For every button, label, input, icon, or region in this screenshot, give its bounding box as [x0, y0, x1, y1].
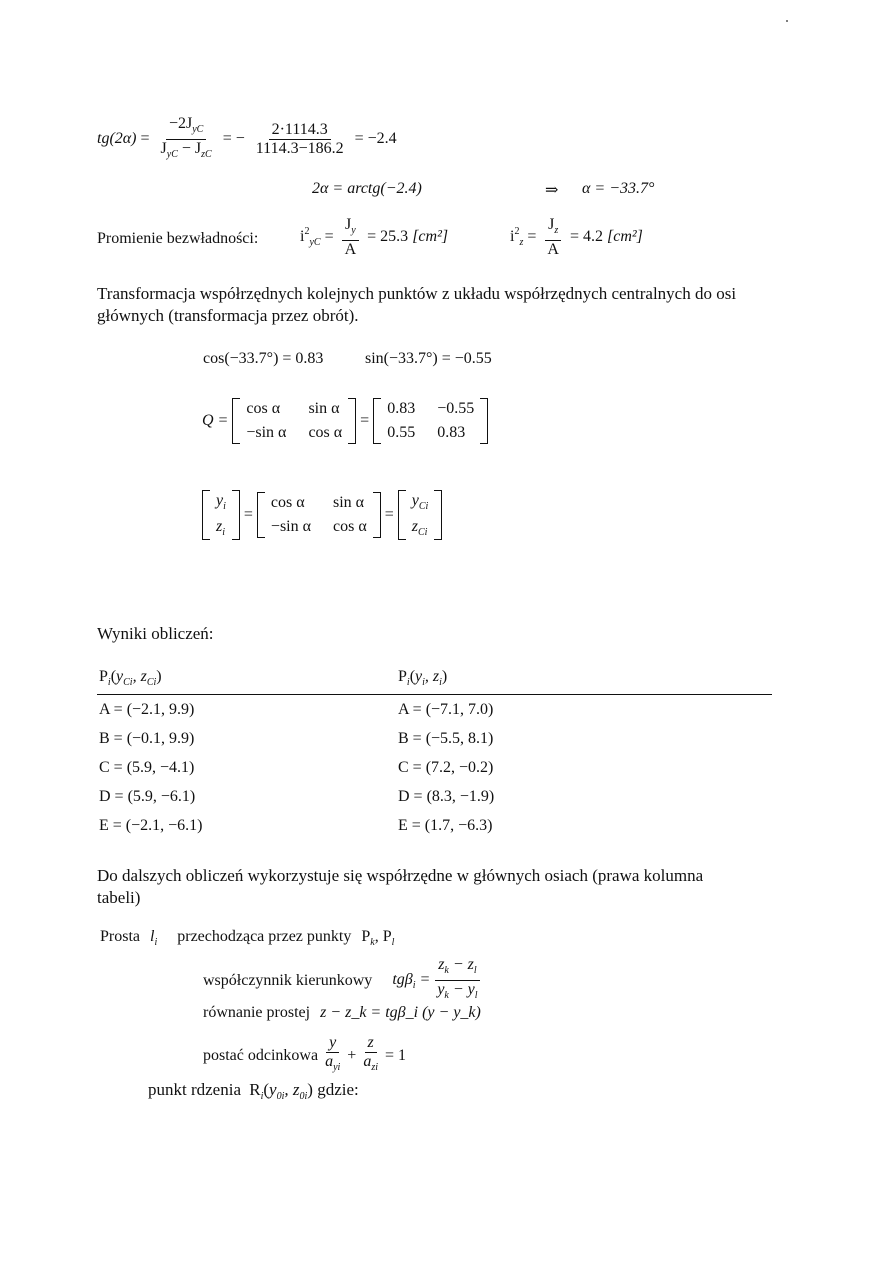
matrix-q-symbolic: cos α sin α −sin α cos α: [232, 398, 356, 444]
tg-lhs: tg(2α): [97, 130, 137, 148]
tg-fraction-2: $\frac{2\cdot 1114.3}{1114.3-186.2}$: [255, 121, 344, 157]
radii-label: Promienie bezwładności:: [97, 230, 259, 247]
arrow-implies: ⇒: [545, 182, 559, 199]
matrix-yz-rotation: cos α sin α −sin α cos α: [257, 492, 381, 538]
results-label: Wyniki obliczeń:: [97, 624, 214, 643]
table-row: A = (−2.1, 9.9) A = (−7.1, 7.0): [99, 700, 494, 718]
results-table: [97, 666, 772, 840]
sin-value: sin(−33.7°) = −0.55: [365, 350, 492, 367]
tg-equation: tg(2α) = $\frac{-2J_{yC}}{J_{yC} - J_{zC}}$ = − $\frac{2\cdot 1114.3}{1114.3-186.2}$ = −2.4: [97, 115, 397, 164]
line-definition: Prosta $l_i$ przechodząca przez punkty $P_k$, $P_l$: [100, 928, 395, 948]
tg-result: = −2.4: [354, 130, 397, 148]
matrix-yz-equation: $y_i$ $z_i$ = cos α sin α −sin α cos α = $y_{Ci}$ $z_{Ci}$: [202, 490, 442, 540]
table-row: E = (−2.1, −6.1) E = (1.7, −6.3): [99, 816, 493, 834]
vector-yz-main: $y_i$ $z_i$: [202, 490, 240, 540]
intercept-form: postać odcinkowa $\frac{y}{a_{yi}}$ + $\frac{z}{a_{zi}}$ = 1: [203, 1034, 407, 1073]
tg-fraction-1: $\frac{-2J_{yC}}{J_{yC} - J_{zC}}$: [160, 115, 212, 160]
iy-equation: $i^2_{yC}$ = $\frac{J_y}{A}$ = 25.3 [cm²]: [300, 216, 449, 258]
line-equation: równanie prostej z − z_k = tgβ_i (y − y_k): [203, 1004, 481, 1021]
table-header-principal: $P_i(y_i$, $z_i$): [396, 666, 772, 695]
further-line-1: Do dalszych obliczeń wykorzystuje się współrzędne w głównych osiach (prawa kolumna: [97, 866, 704, 885]
matrix-q-numeric: 0.83 −0.55 0.55 0.83: [373, 398, 488, 444]
slope-coefficient: współczynnik kierunkowy tgβ$_i$ = $\frac{z_k - z_l}{y_k - y_l}$: [203, 956, 485, 1005]
table-header-central: $P_i(y_{Ci}$, $z_{Ci}$): [97, 666, 396, 695]
q-label: Q =: [202, 412, 229, 429]
alpha-result: α = −33.7°: [582, 180, 655, 197]
matrix-q-equation: Q = cos α sin α −sin α cos α = 0.83 −0.55 0.55 0.83: [202, 398, 488, 444]
core-point: punkt rdzenia $R_i(y_{0i}$, $z_{0i}$) gdzie:: [148, 1080, 359, 1102]
table-row: B = (−0.1, 9.9) B = (−5.5, 8.1): [99, 729, 494, 747]
table-row: D = (5.9, −6.1) D = (8.3, −1.9): [99, 787, 495, 805]
iz-equation: $i^2_z$ = $\frac{J_z}{A}$ = 4.2 [cm²]: [510, 216, 643, 258]
further-line-2: tabeli): [97, 888, 141, 907]
vector-yz-central: $y_{Ci}$ $z_{Ci}$: [398, 490, 443, 540]
arctg-lhs: 2α = arctg(−2.4): [312, 180, 422, 197]
scan-dot: [786, 20, 788, 22]
table-row: C = (5.9, −4.1) C = (7.2, −0.2): [99, 758, 494, 776]
table-header-row: [97, 666, 772, 695]
cos-value: cos(−33.7°) = 0.83: [203, 350, 324, 367]
transform-line-2: głównych (transformacja przez obrót).: [97, 306, 359, 325]
transform-line-1: Transformacja współrzędnych kolejnych punktów z układu współrzędnych centralnych do osi: [97, 284, 737, 303]
